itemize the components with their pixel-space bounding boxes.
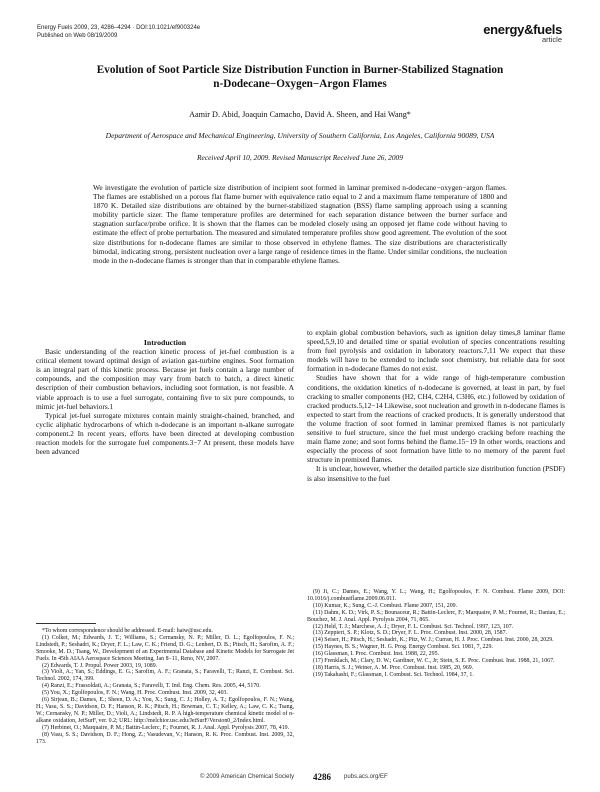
reference-item: (6) Sirjean, B.; Dames, E.; Sheen, D. A.; You, X.; Sung, C. J.; Holley, A. T.; Egolfopoulos, F. N.; Wang, H.; Vasu, S. S.; Davidson, D. F.; Hanson, R. K.; Pitsch, H.; Bowman, C. T.; Kelley, A.; Law, C. K.; Tsang, W.; Cernansky, N. P.; Miller, D.; Violi, A.; Lindstedt, R. P. A high-temperature chemical kinetic model of n-alkane oxidation, JetSurF, ver. 0.2; URL: http://melchior.usc.edu/JetSurF/Version0_2/Index.html. xyxy=(36,697,294,724)
reference-item: *To whom correspondence should be addressed. E-mail: haiw@usc.edu. xyxy=(42,628,213,634)
reference-item: (4) Ranzi, E.; Frassoldati, A.; Granata, S.; Faravelli, T. Ind. Eng. Chem. Res. 2005, 44, 5170. xyxy=(42,683,261,690)
published-date: Published on Web 08/19/2009 xyxy=(37,33,118,39)
reference-item: (11) Dahm, K. D.; Virk, P. S.; Bounaceur, R.; Battin-Leclerc, F.; Marquaire, P. M.; Fournet, R.; Daniau, E.; Bouchez, M. J. Anal. Appl. Pyrolysis 2004, 71, 865. xyxy=(307,609,565,623)
reference-item: (9) Ji, C.; Dames, E.; Wang, Y. L.; Wang, H.; Egolfopoulos, F. N. Combust. Flame 2009, DOI: 10.1016/j.combustflame.2009.06.011. xyxy=(307,589,565,602)
intro-paragraph-1: Basic understanding of the reaction kinetic process of jet-fuel combustion is a critical element toward optimal design of aviation gas-turbine engines. Soot formation is an integral part of this kinetic process. Because jet fuels contain a large number of compounds, and the composition may vary from batch to batch, a direct kinetic description of their combustion behaviors, including soot formation, is not feasible. A viable approach is to use a fuel surrogate, containing five to six pure compounds, to mimic jet-fuel behaviors.1 xyxy=(36,347,294,411)
reference-item: (12) Held, T. J.; Marchese, A. J.; Dryer, F. L. Combust. Sci. Technol. 1997, 123, 107. xyxy=(313,623,514,630)
references-right xyxy=(307,589,565,679)
abstract: We investigate the evolution of particle size distribution of incipient soot formed in laminar premixed n-dodecane−oxygen−argon flames. The flames are established on a porous flat flame burner with equivalence ratio equal to 2 and a maximum flame temperature of 1800 and 1870 K. Detailed size distributions are obtained by the burner-stabilized stagnation (BSS) flame sampling approach using a scanning mobility particle sizer. The flame temperature profiles are determined for each separation distance between the burner surface and stagnation surface/probe orifice. It is shown that the flames can be modeled closely using an opposed jet flame code without having to estimate the effect of probe perturbation. The measured and simulated temperature profiles show good agreement. The evolution of the soot size distributions for n-dodecane flames are similar to those observed in ethylene flames. The size distributions are characteristically bimodal, indicating strong, persistent nucleation over a large range of residence times in the flame. Under similar conditions, the nucleation mode in the n-dodecane flames is stronger than that in comparable ethylene flames. xyxy=(93,183,507,265)
reference-item: (14) Seiser, H.; Pitsch, H.; Seshadri, K.; Pitz, W. J.; Curran, H. J. Proc. Combust. Inst. 2000, 28, 2029. xyxy=(313,637,554,644)
logo-subtitle: article xyxy=(541,35,562,44)
reference-item: (8) Vasu, S. S.; Davidson, D. F.; Hong, Z.; Vasudevan, V.; Hanson, R. K. Proc. Combust. Inst. 2009, 32, 173. xyxy=(36,731,294,745)
article-title xyxy=(40,63,560,91)
reference-item: (15) Haynes, B. S.; Wagner, H. G. Prog. Energy Combust. Sci. 1981, 7, 229. xyxy=(313,644,493,651)
reference-item: (13) Zeppieri, S. P.; Klotz, S. D.; Dryer, F. L. Proc. Combust. Inst. 2000, 28, 1587. xyxy=(313,630,508,637)
title-line-1: Evolution of Soot Particle Size Distribution Function in Burner-Stabilized Stagnation xyxy=(96,64,504,76)
reference-item: (10) Kumar, K.; Sung, C.-J. Combust. Flame 2007, 151, 209. xyxy=(313,602,458,609)
title-line-2: n-Dodecane−Oxygen−Argon Flames xyxy=(213,78,387,90)
logo-name: energy&fuels xyxy=(483,22,562,37)
journal-header xyxy=(37,24,200,40)
reference-item: (1) Colket, M.; Edwards, J. T.; Williams, S.; Cernansky, N. P.; Miller, D. L.; Egolfopoulos, F. N.; Lindstedt, P.; Seshadri, K.; Dryer, F. L.; Law, C. K.; Friend, D. G.; Lenhert, D. B.; Pitsch, H.; Sarofim, A. F.; Smooke, M. D.; Tsang, W., Development of an Experimental Database and Kinetic Models for Surrogate Jet Fuels. In 45th AIAA Aerospace Sciences Meeting, Jan 8−11, Reno, NV, 2007. xyxy=(36,634,294,662)
author-list: Aamir D. Abid, Joaquin Camacho, David A. Sheen, and Hai Wang* xyxy=(189,110,411,119)
right-paragraph-1: to explain global combustion behaviors, such as ignition delay times,8 laminar flame speed,5,9,10 and detailed time or spatial evolution of species concentrations resulting from fuel pyrolysis and oxidation in laboratory reactors.7,11 We expect that these models will have to be extended to include soot chemistry, but reliable data for soot formation in n-dodecane flames do not exist. xyxy=(307,328,565,374)
copyright: © 2009 American Chemical Society xyxy=(200,774,295,780)
affiliation: Department of Aerospace and Mechanical Engineering, University of Southern California, Los Angeles, California 90089, USA xyxy=(105,131,495,140)
reference-item: (16) Glassman, I. Proc. Combust. Inst. 1988, 22, 295. xyxy=(313,651,439,658)
right-paragraph-2: Studies have shown that for a wide range of high-temperature combustion conditions, the oxidation kinetics of n-dodecane is governed, at least in part, by fuel cracking to smaller components (H2, CH4, C2H4, C3H6, etc.) followed by oxidation of cracked products.5,12−14 Likewise, soot nucleation and growth in n-dodecane flames is expected to start from the reactions of cracked products. It is generally understood that the volume fraction of soot formed in laminar premixed flames is not particularly sensitive to fuel structure, since the fuel must undergo cracking before reaching the main flame zone; and soot forms behind the flame.15−19 In other words, reactions and especially the process of soot formation have little to no memory of the parent fuel structure in premixed flames. xyxy=(307,373,566,465)
footnote-divider xyxy=(36,623,96,624)
journal-citation: Energy Fuels 2009, 23, 4286–4294 · DOI:10.1021/ef900324e xyxy=(37,25,201,31)
reference-item: (18) Harris, S. J.; Weiner, A. M. Proc. Combust. Inst. 1985, 20, 969. xyxy=(313,664,474,671)
reference-item: (19) Takahashi, F.; Glassman, I. Combust. Sci. Technol. 1984, 37, 1. xyxy=(313,671,474,678)
page-number: 4286 xyxy=(313,772,331,782)
reference-item: (7) Herbinet, O.; Marquaire, P. M.; Battin-Leclerc, F.; Fournet, R. J. Anal. Appl. Pyrolysis 2007, 78, 419. xyxy=(42,724,290,731)
references-left xyxy=(36,617,294,745)
reference-item: (3) Violi, A.; Yan, S.; Eddings, E. G.; Sarofim, A. F.; Granata, S.; Faravelli, T.; Ranzi, E. Combust. Sci. Technol. 2002, 174, 399. xyxy=(36,669,294,683)
journal-website: pubs.acs.org/EF xyxy=(344,774,388,780)
section-title-introduction: Introduction xyxy=(143,338,187,347)
right-column xyxy=(307,328,565,483)
reference-item: (5) You, X.; Egolfopoulos, F. N.; Wang, H. Proc. Combust. Inst. 2009, 32, 403. xyxy=(42,690,228,697)
left-column xyxy=(36,338,294,456)
reference-item: (17) Frenklach, M.; Clary, D. W.; Gardiner, W. C., Jr; Stein, S. E. Proc. Combust. Inst. 1988, 21, 1067. xyxy=(313,658,555,665)
intro-paragraph-2: Typical jet-fuel surrogate mixtures contain mainly straight-chained, branched, and cyclic aliphatic hydrocarbons of which n-dodecane is an important n-alkane surrogate component.2 In recent years, efforts have been directed at developing combustion reaction models for the surrogate fuel components.3−7 At present, these models have been advanced xyxy=(36,410,294,457)
reference-item: (2) Edwards, T. J. Propul. Power 2003, 19, 1089. xyxy=(42,662,158,669)
journal-logo xyxy=(483,22,562,44)
right-paragraph-3: It is unclear, however, whether the detailed particle size distribution function (PSDF) is also insensitive to the fuel xyxy=(307,464,565,483)
received-dates: Received April 10, 2009. Revised Manuscript Received June 26, 2009 xyxy=(197,153,403,162)
